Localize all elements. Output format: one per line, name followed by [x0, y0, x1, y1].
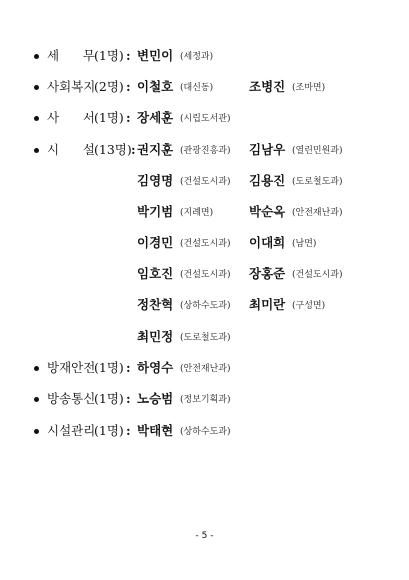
category-count: (1명)	[94, 423, 124, 438]
bullet	[34, 85, 39, 90]
row-facility	[0, 140, 409, 160]
category-count: (1명)	[94, 391, 124, 406]
person-dept: (상하수도과)	[180, 301, 231, 311]
person-dept: (조마면)	[292, 83, 326, 93]
colon: :	[126, 360, 131, 375]
page-number: - 5 -	[195, 531, 214, 541]
person-name: 김용진	[249, 173, 286, 188]
row-facility-management	[0, 421, 409, 441]
person-dept: (세정과)	[180, 52, 214, 62]
row-social-welfare	[0, 77, 409, 97]
bullet	[34, 397, 39, 402]
person-name: 조병진	[249, 79, 286, 94]
person-name: 박기범	[137, 204, 174, 219]
person-name: 노승범	[137, 391, 174, 406]
person-dept: (시립도서관)	[180, 114, 231, 124]
category-count: (1명)	[94, 110, 124, 125]
colon: :	[126, 391, 131, 406]
person-dept: (구성면)	[292, 301, 326, 311]
category-label: 방재안전	[47, 360, 96, 375]
row-facility-cont-2	[0, 202, 409, 222]
row-facility-cont-6	[0, 327, 409, 347]
category-count: (1명)	[94, 360, 124, 375]
person-name: 박태현	[137, 423, 174, 438]
row-broadcast-comm	[0, 389, 409, 409]
colon: :	[126, 48, 131, 63]
category-count: (13명)	[94, 142, 132, 157]
person-name: 이대희	[249, 235, 286, 250]
colon: :	[131, 142, 136, 157]
person-name: 김남우	[249, 142, 286, 157]
colon: :	[126, 110, 131, 125]
person-dept: (남면)	[292, 239, 317, 249]
person-name: 변민이	[137, 48, 174, 63]
category-label: 방송통신	[47, 391, 96, 406]
person-name: 이경민	[137, 235, 174, 250]
person-dept: (건설도시과)	[180, 239, 231, 249]
person-dept: (안전재난과)	[180, 364, 231, 374]
person-name: 최미란	[249, 297, 286, 312]
category-label: 시 설	[47, 142, 95, 157]
person-dept: (열린민원과)	[292, 146, 343, 156]
row-librarian	[0, 108, 409, 128]
bullet	[34, 54, 39, 59]
person-name: 권지훈	[137, 142, 174, 157]
bullet	[34, 366, 39, 371]
row-disaster-safety	[0, 358, 409, 378]
person-name: 최민정	[137, 329, 174, 344]
colon: :	[126, 423, 131, 438]
person-dept: (건설도시과)	[180, 270, 231, 280]
category-label: 사회복지	[47, 79, 96, 94]
category-label: 세 무	[47, 48, 95, 63]
row-facility-cont-1	[0, 171, 409, 191]
row-tax	[0, 46, 409, 66]
row-facility-cont-4	[0, 264, 409, 284]
person-name: 장홍준	[249, 266, 286, 281]
person-dept: (건설도시과)	[180, 177, 231, 187]
category-count: (1명)	[94, 48, 124, 63]
person-dept: (도로철도과)	[180, 333, 231, 343]
person-name: 하영수	[137, 360, 174, 375]
person-dept: (지례면)	[180, 208, 214, 218]
category-label: 시설관리	[47, 423, 96, 438]
person-dept: (도로철도과)	[292, 177, 343, 187]
bullet	[34, 148, 39, 153]
person-dept: (상하수도과)	[180, 427, 231, 437]
row-facility-cont-3	[0, 233, 409, 253]
bullet	[34, 116, 39, 121]
row-facility-cont-5	[0, 295, 409, 315]
bullet	[34, 429, 39, 434]
person-dept: (관광진흥과)	[180, 146, 231, 156]
person-dept: (건설도시과)	[292, 270, 343, 280]
person-name: 정찬혁	[137, 297, 174, 312]
person-name: 박순옥	[249, 204, 286, 219]
person-name: 장세훈	[137, 110, 174, 125]
person-dept: (안전재난과)	[292, 208, 343, 218]
category-count: (2명)	[94, 79, 124, 94]
person-dept: (대신동)	[180, 83, 214, 93]
person-name: 김영명	[137, 173, 174, 188]
person-name: 임호진	[137, 266, 174, 281]
colon: :	[126, 79, 131, 94]
person-name: 이철호	[137, 79, 174, 94]
person-dept: (정보기획과)	[180, 395, 231, 405]
category-label: 사 서	[47, 110, 95, 125]
